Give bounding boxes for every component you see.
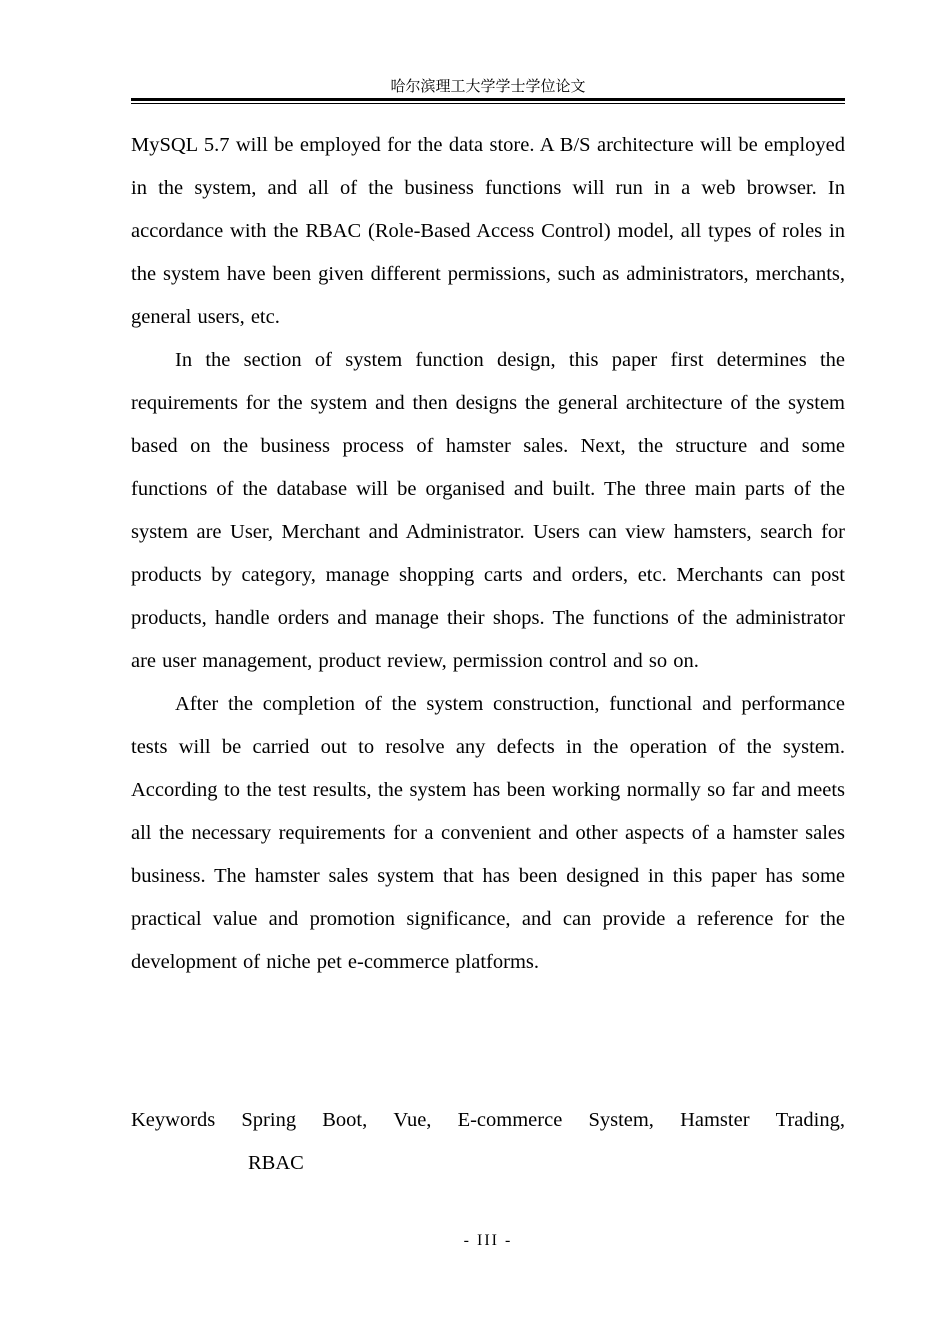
- keywords-label: Keywords: [131, 1109, 216, 1131]
- keyword-word: E-commerce: [457, 1109, 563, 1131]
- header-rule-thick: [131, 98, 845, 101]
- keyword-word: Trading,: [775, 1109, 845, 1131]
- paragraph-3: After the completion of the system construction, functional and performance tests will be carried out to resolve any defects in the operation of the system. According to the test results, the system has been working normally so far and meets all the necessary requirements for a convenient and other aspects of a hamster sales business. The hamster sales system that has been designed in this paper has some practical value and promotion significance, and can provide a reference for the development of niche pet e-commerce platforms.: [131, 693, 845, 973]
- paragraph-2: In the section of system function design, this paper first determines the requirements for the system and then designs the general architecture of the system based on the business process of hamster sales. Next, the structure and some functions of the database will be organised and built. The three main parts of the system are User, Merchant and Administrator. Users can view hamsters, search for products by category, manage shopping carts and orders, etc. Merchants can post products, handle orders and manage their shops. The functions of the administrator are user management, product review, permission control and so on.: [131, 349, 845, 672]
- keyword-word: Spring: [241, 1109, 297, 1131]
- keywords-line: [131, 1099, 845, 1142]
- keywords-continuation: RBAC: [248, 1152, 304, 1174]
- keyword-word: Vue,: [393, 1109, 432, 1131]
- keyword-word: Hamster: [680, 1109, 750, 1131]
- keywords-block: [131, 1099, 845, 1185]
- page-number: - III -: [463, 1232, 513, 1249]
- running-header: 哈尔滨理工大学学士学位论文: [390, 77, 586, 95]
- paragraph-1: MySQL 5.7 will be employed for the data store. A B/S architecture will be employed in the system, and all of the business functions will run in a web browser. In accordance with the RBAC (Role-Based Access Control) model, all types of roles in the system have been given different permissions, such as administrators, merchants, general users, etc.: [131, 134, 845, 328]
- keyword-word: System,: [588, 1109, 654, 1131]
- keyword-word: Boot,: [322, 1109, 368, 1131]
- abstract-body: [131, 124, 845, 984]
- header-rule-thin: [131, 103, 845, 104]
